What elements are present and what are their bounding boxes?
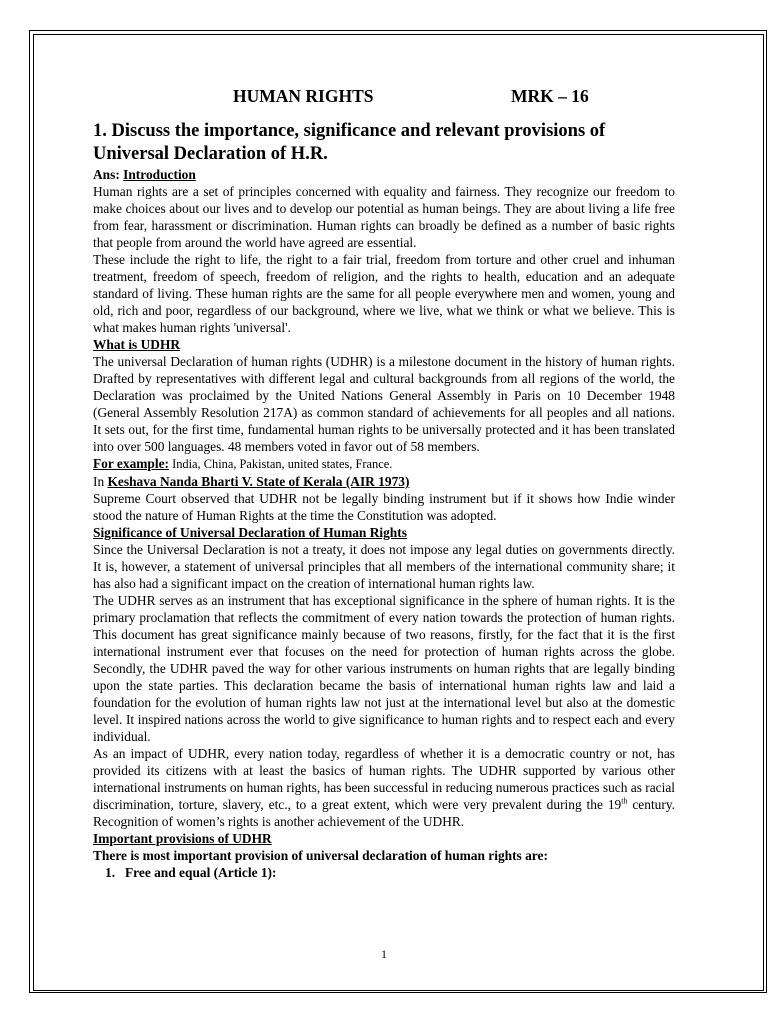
superscript-th: th: [621, 796, 628, 806]
answer-label: Ans:: [93, 167, 124, 182]
provisions-heading: Important provisions of UDHR: [93, 831, 272, 846]
significance-paragraph-3: [93, 745, 675, 830]
udhr-heading: What is UDHR: [93, 337, 181, 352]
list-item: [105, 864, 675, 881]
udhr-paragraph: The universal Declaration of human rights (UDHR) is a milestone document in the history of human rights. Drafted by representatives with different legal and cultural backgrounds from all regions of the world, the Declaration was proclaimed by the United Nations General Assembly in Paris on 10 December 1948 (General Assembly Resolution 217A) as common standard of achievements for all peoples and all nations. It sets out, for the first time, fundamental human rights to be universally protected and it has been translated into over 500 languages. 48 members voted in favor out of 58 members.: [93, 354, 675, 454]
document-body: [93, 88, 675, 881]
significance-p3-end: century. Recognition of women’s rights is another achievement of the UDHR.: [93, 797, 675, 829]
example-text: India, China, Pakistan, united states, France.: [168, 457, 393, 471]
introduction-heading: Introduction: [123, 167, 196, 182]
case-paragraph: Supreme Court observed that UDHR not be legally binding instrument but if it shows how Indie winder stood the nature of Human Rights at the time the Constitution was adopted.: [93, 491, 675, 523]
title-row: [93, 88, 675, 112]
example-label: For example:: [93, 456, 169, 471]
intro-paragraph-1: Human rights are a set of principles concerned with equality and fairness. They recognize our freedom to make choices about our lives and to develop our potential as human beings. They are about living a life free from fear, harassment or discrimination. Human rights can broadly be defined as a number of basic rights that people from around the world have agreed are essential.: [93, 184, 675, 250]
answer-heading: [93, 166, 675, 183]
marks-label: MRK – 16: [511, 86, 589, 106]
question-text: 1. Discuss the importance, significance and relevant provisions of Universal Declaration of H.R.: [93, 121, 606, 164]
intro-paragraph-2: These include the right to life, the right to a fair trial, freedom from torture and other cruel and inhuman treatment, freedom of speech, freedom of religion, and the rights to health, education and an adequate standard of living. These human rights are the same for all people everywhere men and women, young and old, rich and poor, regardless of our background, where we live, what we think or what we believe. This is what makes human rights 'universal'.: [93, 252, 675, 335]
list-item-number: 1.: [105, 865, 116, 880]
case-prefix: In: [93, 474, 108, 489]
case-line: [93, 473, 675, 490]
page-number: 1: [381, 947, 387, 961]
document-title: HUMAN RIGHTS: [233, 86, 374, 106]
case-name: Keshava Nanda Bharti V. State of Kerala (AIR 1973): [107, 474, 410, 489]
example-line: [93, 455, 675, 473]
significance-paragraph-2: The UDHR serves as an instrument that has exceptional significance in the sphere of human rights. It is the primary proclamation that reflects the commitment of every nation towards the protection of human rights. This document has great significance mainly because of two reasons, firstly, for the fact that it is the first international instrument ever that focuses on the need for protection of human rights across the globe. Secondly, the UDHR paved the way for other various instruments on human rights that are legally binding upon the state parties. This declaration became the basis of international human rights law and laid a foundation for the evolution of human rights law not just at the international level but also at the domestic level. It inspired nations across the world to give significance to human rights and to respect each and every individual.: [93, 593, 675, 744]
list-item-text: Free and equal (Article 1):: [125, 865, 277, 880]
significance-paragraph-1: Since the Universal Declaration is not a treaty, it does not impose any legal duties on governments directly. It is, however, a statement of universal principles that all members of the international community share; it has also had a significant impact on the creation of international human rights law.: [93, 542, 675, 591]
significance-p3-start: As an impact of UDHR, every nation today, regardless of whether it is a democratic country or not, has provided its citizens with at least the basics of human rights. The UDHR supported by various other international instruments on human rights, has been successful in reducing numerous practices such as racial discrimination, torture, slavery, etc., to a great extent, which were very prevalent during the 19: [93, 746, 675, 812]
significance-heading: Significance of Universal Declaration of Human Rights: [93, 525, 407, 540]
provisions-intro: There is most important provision of universal declaration of human rights are:: [93, 848, 548, 863]
